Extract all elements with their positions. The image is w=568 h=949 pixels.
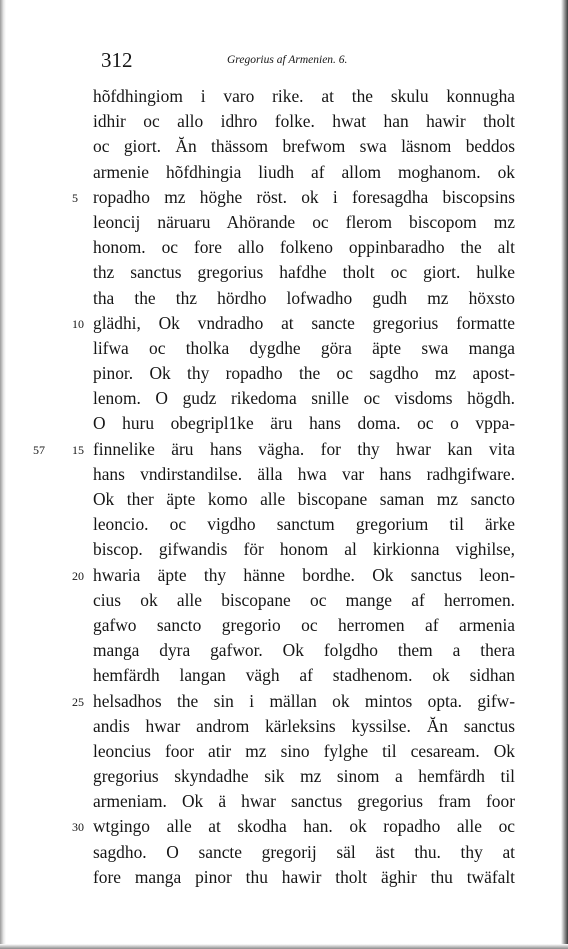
text-line bbox=[0, 840, 568, 865]
line-text: leoncio. oc vigdho sanctum gregorium til ärke bbox=[93, 514, 515, 535]
line-text: hans vndirstandilse. älla hwa var hans radhgifware. bbox=[93, 463, 515, 484]
text-line bbox=[0, 235, 568, 260]
line-number: 5 bbox=[72, 190, 78, 205]
page-header bbox=[101, 48, 521, 76]
line-text: sagdho. O sancte gregorij säl äst thu. thy at bbox=[93, 841, 515, 862]
text-line bbox=[0, 588, 568, 613]
line-text: honom. oc fore allo folkeno oppinbaradho the alt bbox=[93, 237, 515, 258]
line-text: andis hwar androm kärleksins kyssilse. Ăn sanctus bbox=[93, 715, 515, 736]
text-line bbox=[0, 134, 568, 159]
text-line bbox=[0, 512, 568, 537]
line-text: hwaria äpte thy hänne bordhe. Ok sanctus leon- bbox=[93, 564, 515, 585]
line-text: thz sanctus gregorius hafdhe tholt oc giort. hulke bbox=[93, 262, 515, 283]
text-line bbox=[0, 361, 568, 386]
line-text: manga dyra gafwor. Ok folgdho them a thera bbox=[93, 640, 515, 661]
text-line bbox=[0, 814, 568, 839]
text-line bbox=[0, 537, 568, 562]
text-block bbox=[0, 84, 568, 890]
text-line bbox=[0, 789, 568, 814]
text-line bbox=[0, 663, 568, 688]
text-line bbox=[0, 411, 568, 436]
text-line bbox=[0, 563, 568, 588]
text-line bbox=[0, 386, 568, 411]
text-line bbox=[0, 764, 568, 789]
line-text: ropadho mz höghe röst. ok i foresagdha biscopsins bbox=[93, 186, 515, 207]
line-number: 25 bbox=[72, 694, 84, 709]
line-text: lenom. O gudz rikedoma snille oc visdoms högdh. bbox=[93, 388, 515, 409]
text-line bbox=[0, 689, 568, 714]
margin-page-ref: 57 bbox=[33, 442, 45, 457]
text-line bbox=[0, 311, 568, 336]
line-text: oc giort. Ăn thässom brefwom swa läsnom beddos bbox=[93, 136, 515, 157]
page-edge-bottom bbox=[0, 944, 568, 949]
line-number: 15 bbox=[72, 442, 84, 457]
line-text: O huru obegripl1ke äru hans doma. oc o vppa- bbox=[93, 413, 515, 434]
text-line bbox=[0, 260, 568, 285]
line-text: finnelike äru hans vägha. for thy hwar kan vita bbox=[93, 438, 515, 459]
line-text: wtgingo alle at skodha han. ok ropadho alle oc bbox=[93, 816, 515, 837]
text-line bbox=[0, 714, 568, 739]
line-text: glädhi, Ok vndradho at sancte gregorius formatte bbox=[93, 312, 515, 333]
line-text: leoncius foor atir mz sino fylghe til cesaream. Ok bbox=[93, 740, 515, 761]
line-text: idhir oc allo idhro folke. hwat han hawir tholt bbox=[93, 111, 515, 132]
text-line bbox=[0, 109, 568, 134]
line-text: lifwa oc tholka dygdhe göra äpte swa manga bbox=[93, 337, 515, 358]
line-text: Ok ther äpte komo alle biscopane saman mz sancto bbox=[93, 489, 515, 509]
text-line bbox=[0, 160, 568, 185]
line-text: helsadhos the sin i mällan ok mintos opta. gifw- bbox=[93, 690, 515, 711]
line-text: fore manga pinor thu hawir tholt äghir thu twäfalt bbox=[93, 866, 515, 887]
line-text: armeniam. Ok ä hwar sanctus gregorius fram foor bbox=[93, 791, 515, 812]
text-line bbox=[0, 638, 568, 663]
line-text: gregorius skyndadhe sik mz sinom a hemfärdh til bbox=[93, 766, 515, 787]
text-line bbox=[0, 739, 568, 764]
line-text: hemfärdh langan vägh af stadhenom. ok sidhan bbox=[93, 665, 515, 686]
text-line bbox=[0, 210, 568, 235]
text-line bbox=[0, 487, 568, 512]
line-text: pinor. Ok thy ropadho the oc sagdho mz apost- bbox=[93, 363, 515, 384]
line-text: armenie hõfdhingia liudh af allom moghanom. ok bbox=[93, 161, 515, 182]
text-line bbox=[0, 865, 568, 890]
text-line bbox=[0, 437, 568, 462]
line-text: gafwo sancto gregorio oc herromen af armenia bbox=[93, 614, 515, 635]
line-text: biscop. gifwandis för honom al kirkionna vighilse, bbox=[93, 539, 515, 560]
running-head: Gregorius af Armenien. 6. bbox=[227, 54, 348, 66]
line-number: 20 bbox=[72, 568, 84, 583]
text-line bbox=[0, 613, 568, 638]
text-line bbox=[0, 84, 568, 109]
text-line bbox=[0, 286, 568, 311]
text-line bbox=[0, 185, 568, 210]
line-text: cius ok alle biscopane oc mange af herromen. bbox=[93, 589, 515, 610]
line-text: leoncij näruaru Ahörande oc flerom biscopom mz bbox=[93, 211, 515, 232]
line-number: 30 bbox=[72, 820, 84, 835]
text-line bbox=[0, 336, 568, 361]
line-text: tha the thz hördho lofwadho gudh mz höxsto bbox=[93, 287, 515, 308]
text-line bbox=[0, 462, 568, 487]
page-number: 312 bbox=[101, 48, 133, 72]
line-number: 10 bbox=[72, 316, 84, 331]
line-text: hõfdhingiom i varo rike. at the skulu konnugha bbox=[93, 86, 515, 106]
